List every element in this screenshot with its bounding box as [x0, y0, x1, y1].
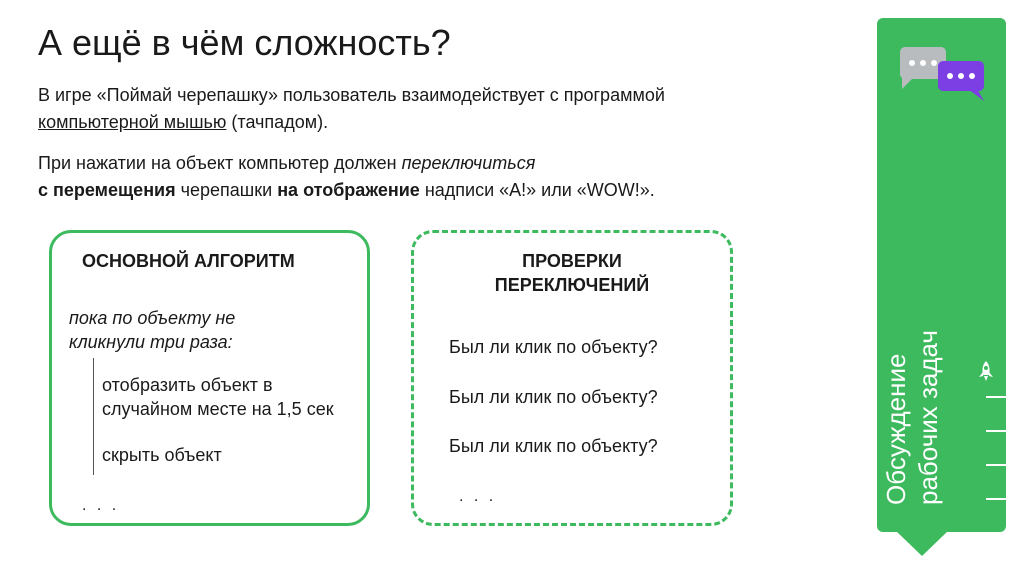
check-item: Был ли клик по объекту? — [449, 337, 658, 357]
switch-paragraph — [38, 150, 798, 204]
sidebar-label-line-2: рабочих задач — [913, 330, 943, 505]
chat-bubbles-icon — [898, 45, 988, 105]
sidebar-label — [880, 265, 944, 505]
step1-line-1: отобразить объект в — [102, 375, 273, 395]
switch-bold-1: с перемещения — [38, 180, 176, 200]
intro-underlined: компьютерной мышью — [38, 112, 227, 132]
sidebar-label-line-1: Обсуждение — [881, 353, 911, 505]
step-show-object — [102, 373, 372, 421]
checks-box — [411, 230, 733, 526]
loop-line-2: кликнули три раза: — [69, 332, 233, 352]
step-hide-object: скрыть объект — [102, 445, 222, 465]
loop-line-1: пока по объекту не — [69, 308, 236, 328]
checks-title-line-1: ПРОВЕРКИ — [522, 251, 622, 271]
check-item: Был ли клик по объекту? — [449, 436, 658, 456]
tick-mark — [986, 464, 1006, 466]
loop-body-line — [93, 358, 94, 475]
intro-text-1: В игре «Поймай черепашку» пользователь взаимодействует с программой — [38, 85, 665, 105]
switch-text-1: При нажатии на объект компьютер должен — [38, 153, 402, 173]
main-algorithm-box — [49, 230, 370, 526]
tick-mark — [986, 396, 1006, 398]
main-ellipsis: . . . — [82, 497, 120, 514]
step1-line-2: случайном месте на 1,5 сек — [102, 399, 334, 419]
rocket-icon — [977, 360, 995, 382]
intro-paragraph — [38, 82, 798, 136]
main-algorithm-title: ОСНОВНОЙ АЛГОРИТМ — [82, 251, 295, 271]
checks-ellipsis: . . . — [459, 488, 497, 505]
switch-text-2: черепашки — [175, 180, 278, 200]
switch-text-3: надписи «А!» или «WOW!». — [419, 180, 655, 200]
checks-title — [414, 249, 730, 297]
check-item: Был ли клик по объекту? — [449, 387, 658, 407]
switch-bold-2: на отображение — [277, 180, 420, 200]
tick-mark — [986, 498, 1006, 500]
switch-italic: переключиться — [401, 153, 536, 173]
intro-text-2: (тачпадом). — [226, 112, 329, 132]
slide-title: А ещё в чём сложность? — [38, 22, 451, 63]
tick-mark — [986, 430, 1006, 432]
checks-title-line-2: ПЕРЕКЛЮЧЕНИЙ — [494, 275, 650, 295]
sidebar-arrow — [895, 530, 949, 556]
loop-condition — [69, 306, 309, 354]
